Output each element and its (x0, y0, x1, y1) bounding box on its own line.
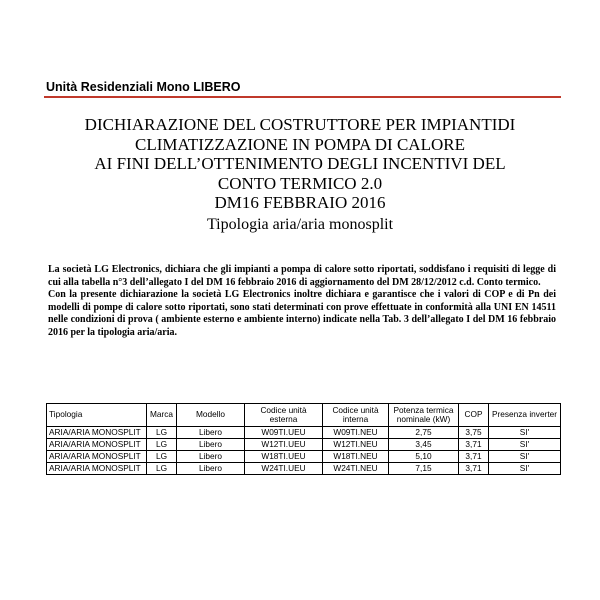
cell-potenza: 2,75 (389, 427, 459, 439)
column-header-cop: COP (459, 404, 489, 427)
declaration-title (40, 115, 560, 235)
cell-tipologia: ARIA/ARIA MONOSPLIT (47, 463, 147, 475)
column-header-marca: Marca (147, 404, 177, 427)
cell-inverter: SI' (489, 451, 561, 463)
column-header-potenza: Potenza termica nominale (kW) (389, 404, 459, 427)
cell-cop: 3,71 (459, 439, 489, 451)
cell-tipologia: ARIA/ARIA MONOSPLIT (47, 427, 147, 439)
cell-marca: LG (147, 451, 177, 463)
cell-marca: LG (147, 439, 177, 451)
body-paragraph: Con la presente dichiarazione la società LG Electronics inoltre dichiara e garantisce che i valori di COP e di Pn dei modelli di pompe di calore sotto riportati, sono stati determinati con prove effettuate in conformità alla UNI EN 14511 nelle condizioni di prova ( ambiente esterno e ambiente interno) indicate nella Tab. 3 dell’allegato I del DM 16 febbraio 2016 per la tipologia aria/aria. (48, 289, 556, 338)
table-header-row (47, 404, 561, 427)
table-row (47, 439, 561, 451)
cell-potenza: 5,10 (389, 451, 459, 463)
cell-modello: Libero (177, 427, 245, 439)
declaration-body (48, 264, 556, 339)
cell-marca: LG (147, 427, 177, 439)
cell-tipologia: ARIA/ARIA MONOSPLIT (47, 439, 147, 451)
cell-inverter: SI' (489, 427, 561, 439)
table-row (47, 427, 561, 439)
cell-codice-interna: W24TI.NEU (323, 463, 389, 475)
cell-cop: 3,75 (459, 427, 489, 439)
title-line: CLIMATIZZAZIONE IN POMPA DI CALORE (135, 134, 465, 154)
models-table (46, 403, 561, 475)
cell-potenza: 7,15 (389, 463, 459, 475)
cell-marca: LG (147, 463, 177, 475)
cell-potenza: 3,45 (389, 439, 459, 451)
cell-tipologia: ARIA/ARIA MONOSPLIT (47, 451, 147, 463)
cell-inverter: SI' (489, 439, 561, 451)
column-header-codice-esterna: Codice unità esterna (245, 404, 323, 427)
body-paragraph: La società LG Electronics, dichiara che gli impianti a pompa di calore sotto riportati, soddisfano i requisiti di legge di cui alla tabella n°3 dell’allegato I del DM 16 febbraio 2016 di aggiornamento del DM 28/12/2012 c.d. Conto termico. (48, 264, 556, 288)
cell-codice-interna: W12TI.NEU (323, 439, 389, 451)
cell-codice-interna: W09TI.NEU (323, 427, 389, 439)
header-divider (44, 96, 561, 98)
table-row (47, 451, 561, 463)
title-line: CONTO TERMICO 2.0 (217, 173, 383, 193)
document-header-title: Unità Residenziali Mono LIBERO (46, 80, 241, 94)
title-line: DM16 FEBBRAIO 2016 (214, 193, 386, 213)
cell-modello: Libero (177, 451, 245, 463)
cell-modello: Libero (177, 439, 245, 451)
table-row (47, 463, 561, 475)
declaration-subtitle: Tipologia aria/aria monosplit (206, 215, 394, 233)
cell-modello: Libero (177, 463, 245, 475)
cell-cop: 3,71 (459, 451, 489, 463)
title-line: DICHIARAZIONE DEL COSTRUTTORE PER IMPIANTIDI (84, 115, 516, 134)
cell-inverter: SI' (489, 463, 561, 475)
column-header-inverter: Presenza inverter (489, 404, 561, 427)
cell-cop: 3,71 (459, 463, 489, 475)
column-header-tipologia: Tipologia (47, 404, 147, 427)
cell-codice-esterna: W09TI.UEU (245, 427, 323, 439)
column-header-modello: Modello (177, 404, 245, 427)
column-header-codice-interna: Codice unità interna (323, 404, 389, 427)
cell-codice-esterna: W18TI.UEU (245, 451, 323, 463)
cell-codice-interna: W18TI.NEU (323, 451, 389, 463)
cell-codice-esterna: W12TI.UEU (245, 439, 323, 451)
cell-codice-esterna: W24TI.UEU (245, 463, 323, 475)
title-line: AI FINI DELL’OTTENIMENTO DEGLI INCENTIVI DEL (94, 154, 506, 174)
